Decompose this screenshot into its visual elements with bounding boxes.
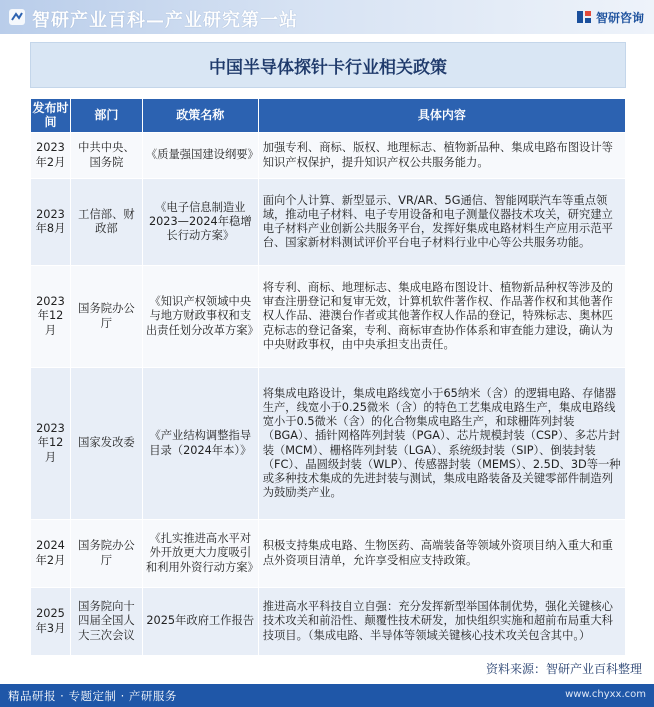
cell-content: 面向个人计算、新型显示、VR/AR、5G通信、智能网联汽车等重点领域，推动电子材料、电子专用设备和电子测量仪器技术攻关，研究建立电子材料产业创新公共服务平台，发挥好集成电路材料生产应用示范平台、国家新材料测试评价平台电子材料行业中心等公共服务功能。: [258, 179, 625, 266]
cell-dept: 国务院向十四届全国人大三次会议: [70, 588, 142, 656]
cell-dept: 国务院办公厅: [70, 266, 142, 368]
cell-name: 《知识产权领域中央与地方财政事权和支出责任划分改革方案》: [142, 266, 258, 368]
table-row: [31, 133, 626, 179]
col-header-content: 具体内容: [258, 99, 625, 133]
right-brand-text: 智研咨询: [595, 10, 644, 25]
table-row: [31, 368, 626, 520]
brand-logo-icon: [8, 8, 26, 26]
brand-title: 智研产业百科—产业研究第一站: [32, 10, 298, 31]
table-row: [31, 266, 626, 368]
footer-bar: [0, 684, 654, 707]
cell-dept: 中共中央、国务院: [70, 133, 142, 179]
cell-name: 《电子信息制造业2023—2024年稳增长行动方案》: [142, 179, 258, 266]
cell-date: 2025年3月: [31, 588, 71, 656]
col-header-name: 政策名称: [142, 99, 258, 133]
table-row: [31, 588, 626, 656]
cell-date: 2023年8月: [31, 179, 71, 266]
cell-content: 加强专利、商标、版权、地理标志、植物新品种、集成电路布图设计等知识产权保护，提升知识产权公共服务能力。: [258, 133, 625, 179]
cell-dept: 国家发改委: [70, 368, 142, 520]
cell-content: 将集成电路设计，集成电路线宽小于65纳米（含）的逻辑电路、存储器生产，线宽小于0.25微米（含）的特色工艺集成电路生产，集成电路线宽小于0.5微米（含）的化合物集成电路生产，和球栅阵列封装（BGA）、插针网格阵列封装（PGA）、芯片规模封装（CSP）、多芯片封装（MCM）、栅格阵列封装（LGA）、系统级封装（SIP）、倒装封装（FC）、晶圆级封装（WLP）、传感器封装（MEMS）、2.5D、3D等一种或多种技术集成的先进封装与测试，集成电路装备及关键零部件制造列为鼓励类产业。: [258, 368, 625, 520]
title-box: [30, 42, 626, 88]
cell-name: 《扎实推进高水平对外开放更大力度吸引和利用外资行动方案》: [142, 520, 258, 588]
col-header-date: 发布时间: [31, 99, 71, 133]
cell-content: 将专利、商标、地理标志、集成电路布图设计、植物新品种权等涉及的审查注册登记和复审无效，计算机软件著作权、作品著作权和其他著作权人作品、港澳台作者或其他著作权人作品的登记，特殊标志、奥林匹克标志的登记备案，专利、商标审查协作体系和审查能力建设，确认为中央财政事权，由中央承担支出责任。: [258, 266, 625, 368]
table-header-row: [31, 99, 626, 133]
table-row: [31, 520, 626, 588]
right-brand-logo: [576, 8, 644, 26]
cell-date: 2024年2月: [31, 520, 71, 588]
cell-content: 推进高水平科技自立自强：充分发挥新型举国体制优势，强化关键核心技术攻关和前沿性、颠覆性技术研发，加快组织实施和超前布局重大科技项目。（集成电路、半导体等领域关键核心技术攻关包含其中。）: [258, 588, 625, 656]
cell-dept: 国务院办公厅: [70, 520, 142, 588]
top-banner: [0, 0, 654, 34]
cell-dept: 工信部、财政部: [70, 179, 142, 266]
cell-date: 2023年12月: [31, 266, 71, 368]
cell-name: 《质量强国建设纲要》: [142, 133, 258, 179]
footer-slogan: 精品研报 · 专题定制 · 产研服务: [8, 689, 177, 703]
cell-date: 2023年12月: [31, 368, 71, 520]
cell-name: 2025年政府工作报告: [142, 588, 258, 656]
table-row: [31, 179, 626, 266]
zhiyan-logo-icon: [576, 9, 592, 25]
footer-url[interactable]: www.chyxx.com: [565, 689, 646, 700]
cell-content: 积极支持集成电路、生物医药、高端装备等领域外资项目纳入重大和重点外资项目清单，允许享受相应支持政策。: [258, 520, 625, 588]
source-note: 资料来源：智研产业百科整理: [485, 662, 642, 676]
cell-date: 2023年2月: [31, 133, 71, 179]
col-header-dept: 部门: [70, 99, 142, 133]
page-title: 中国半导体探针卡行业相关政策: [209, 57, 447, 78]
policy-table: [30, 98, 626, 656]
cell-name: 《产业结构调整指导目录（2024年本）》: [142, 368, 258, 520]
